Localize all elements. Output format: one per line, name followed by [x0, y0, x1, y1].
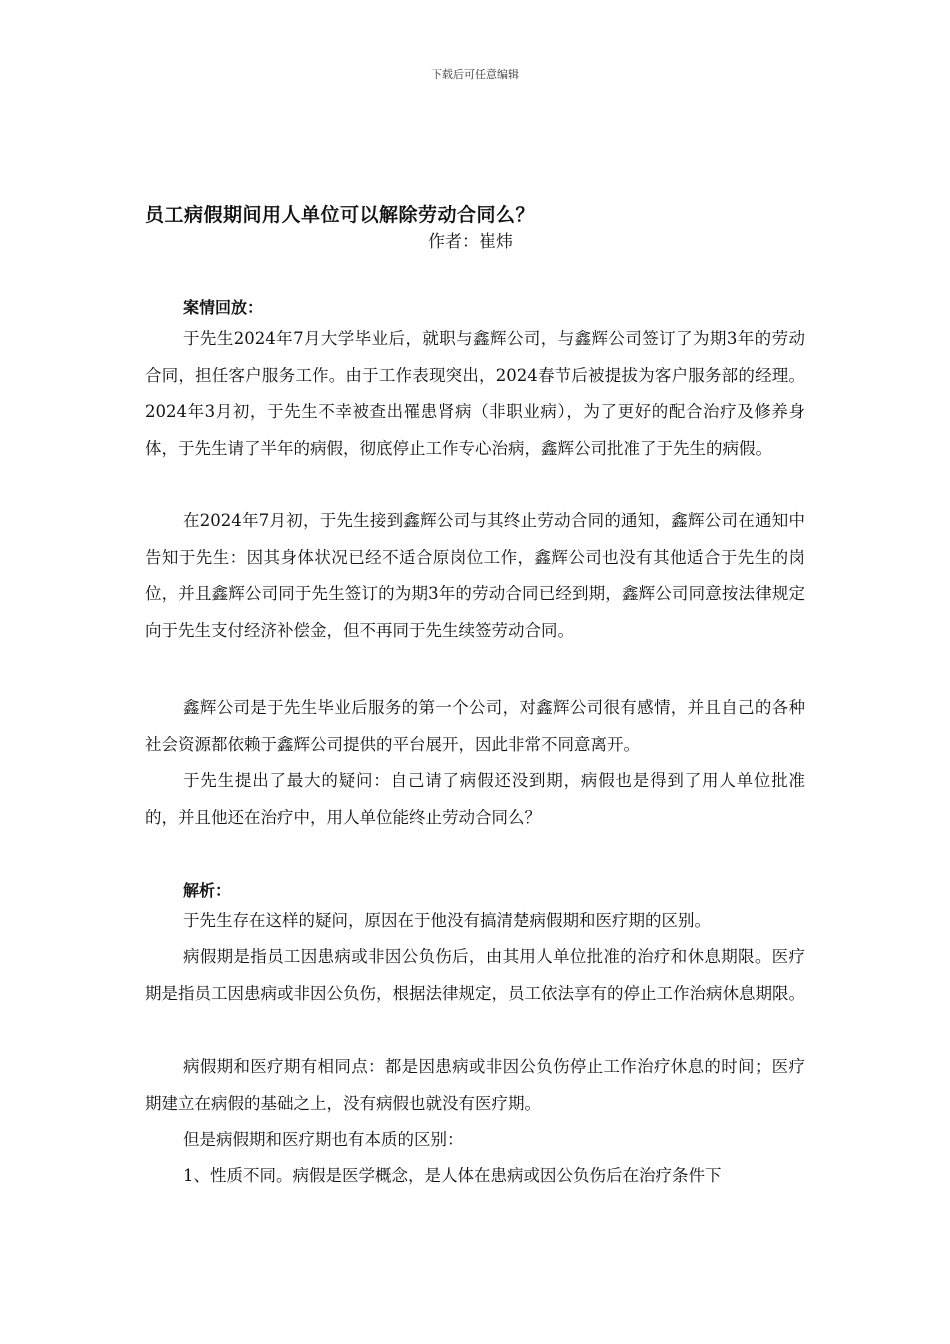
- case-heading: 案情回放：: [183, 298, 264, 317]
- case-paragraph-1: 于先生2024年7月大学毕业后，就职与鑫辉公司，与鑫辉公司签订了为期3年的劳动合同，担任客户服务工作。由于工作表现突出，2024春节后被提拔为客户服务部的经理。2024年3月初，于先生不幸被查出罹患肾病（非职业病），为了更好的配合治疗及修养身体，于先生请了半年的病假，彻底停止工作专心治病，鑫辉公司批准了于先生的病假。: [145, 329, 805, 458]
- analysis-paragraph-2: 病假期是指员工因患病或非因公负伤后，由其用人单位批准的治疗和休息期限。医疗期是指员工因患病或非因公负伤，根据法律规定，员工依法享有的停止工作治病休息期限。: [145, 947, 805, 1003]
- analysis-paragraph-5: 1、性质不同。病假是医学概念，是人体在患病或因公负伤后在治疗条件下: [183, 1166, 722, 1185]
- header-note: 下载后可任意编辑: [431, 68, 519, 81]
- analysis-paragraph-1: 于先生存在这样的疑问，原因在于他没有搞清楚病假期和医疗期的区别。: [183, 911, 711, 930]
- analysis-paragraph-4: 但是病假期和医疗期也有本质的区别：: [183, 1130, 464, 1149]
- case-paragraph-2: 在2024年7月初，于先生接到鑫辉公司与其终止劳动合同的通知，鑫辉公司在通知中告知于先生：因其身体状况已经不适合原岗位工作，鑫辉公司也没有其他适合于先生的岗位，并且鑫辉公司同于先生签订的为期3年的劳动合同已经到期，鑫辉公司同意按法律规定向于先生支付经济补偿金，但不再同于先生续签劳动合同。: [145, 511, 805, 640]
- analysis-heading: 解析：: [183, 881, 232, 900]
- author-line: 作者：崔炜: [428, 232, 513, 252]
- case-paragraph-4: 于先生提出了最大的疑问：自己请了病假还没到期，病假也是得到了用人单位批准的，并且他还在治疗中，用人单位能终止劳动合同么？: [145, 771, 805, 827]
- document-title: 员工病假期间用人单位可以解除劳动合同么？: [145, 204, 536, 226]
- case-paragraph-3: 鑫辉公司是于先生毕业后服务的第一个公司，对鑫辉公司很有感情，并且自己的各种社会资源都依赖于鑫辉公司提供的平台展开，因此非常不同意离开。: [145, 698, 805, 754]
- analysis-paragraph-3: 病假期和医疗期有相同点：都是因患病或非因公负伤停止工作治疗休息的时间；医疗期建立在病假的基础之上，没有病假也就没有医疗期。: [145, 1057, 805, 1113]
